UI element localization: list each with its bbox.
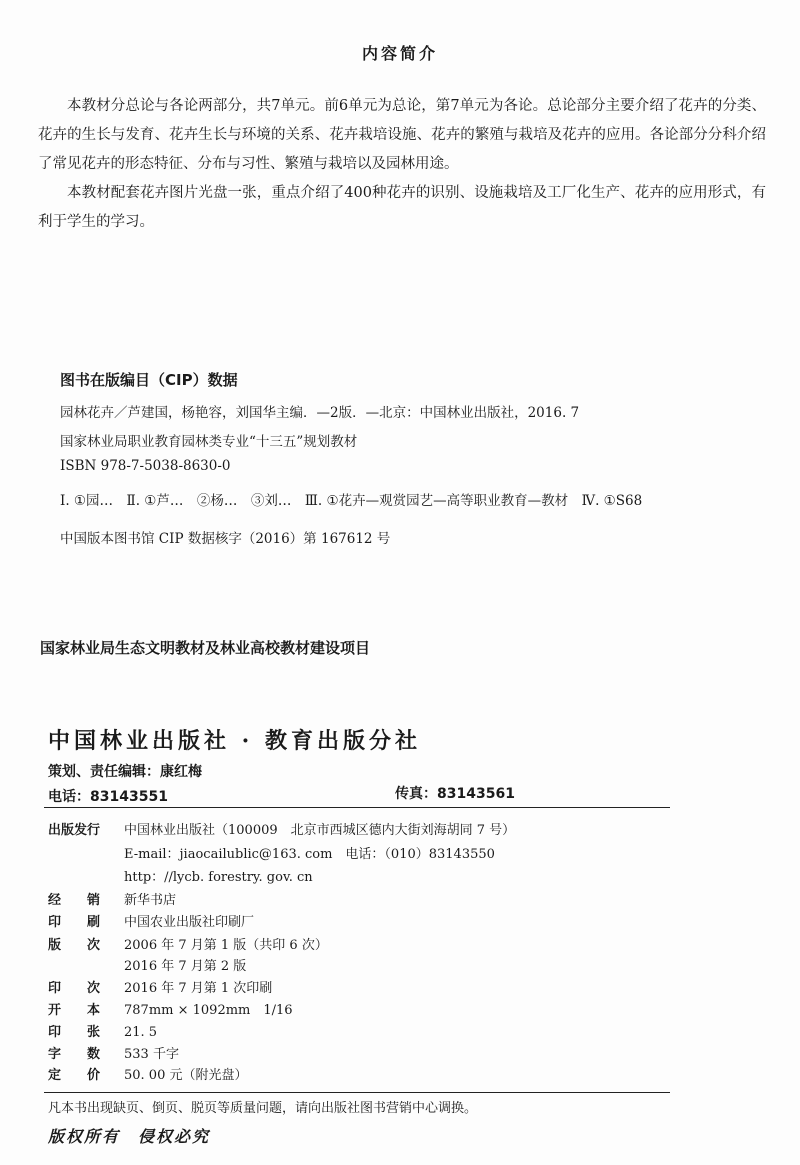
imprint-row (48, 843, 495, 862)
imprint-row (48, 1021, 157, 1040)
divider-bottom (44, 1092, 670, 1093)
summary-paragraph-2: 本教材配套花卉图片光盘一张，重点介绍了400种花卉的识别、设施栽培及工厂化生产、花卉的应用形式，有利于学生的学习。 (38, 185, 766, 230)
cip-catalog-line: 园林花卉／芦建国，杨艳容，刘国华主编．—2版．—北京：中国林业出版社，2016. 7 (60, 405, 580, 421)
imprint-value: 2006 年 7 月第 1 版（共印 6 次） (124, 938, 328, 953)
cip-heading: 图书在版编目（CIP）数据 (60, 371, 238, 389)
imprint-value: 21. 5 (124, 1025, 158, 1040)
summary-heading: 内容简介 (361, 44, 438, 63)
rights-statement: 版权所有 侵权必究 (48, 1127, 211, 1146)
imprint-label: 开 本 (48, 1003, 101, 1018)
imprint-row (48, 1064, 247, 1083)
cip-series-line: 国家林业局职业教育园林类专业“十三五”规划教材 (60, 434, 358, 450)
imprint-row (48, 1043, 179, 1062)
imprint-value: 新华书店 (124, 893, 177, 908)
imprint-label: 印 次 (48, 981, 101, 996)
imprint-label: 印 张 (48, 1025, 101, 1040)
imprint-row (48, 889, 176, 908)
cip-subject-line: Ⅰ. ①园… Ⅱ. ①芦… ②杨… ③刘… Ⅲ. ①花卉—观赏园艺—高等职业教育—教材 Ⅳ. ①S68 (60, 493, 643, 509)
imprint-row (48, 977, 272, 996)
imprint-row (48, 911, 254, 930)
imprint-label: 印 刷 (48, 915, 101, 930)
imprint-label: 出版发行 (48, 823, 101, 838)
imprint-value: 533 千字 (124, 1047, 179, 1062)
imprint-value: E-mail：jiaocailublic@163. com 电话：（010）83143550 (124, 847, 495, 862)
imprint-row (48, 934, 328, 953)
cip-isbn-line: ISBN 978-7-5038-8630-0 (60, 458, 231, 474)
cip-record-line: 中国版本图书馆 CIP 数据核字（2016）第 167612 号 (60, 531, 391, 547)
quality-notice: 凡本书出现缺页、倒页、脱页等质量问题，请向出版社图书营销中心调换。 (48, 1101, 478, 1116)
fax-line: 传真：83143561 (395, 786, 515, 802)
divider-top (44, 807, 670, 808)
imprint-label: 经 销 (48, 893, 101, 908)
project-statement: 国家林业局生态文明教材及林业高校教材建设项目 (40, 639, 371, 657)
imprint-value: 中国林业出版社（100009 北京市西城区德内大街刘海胡同 7 号） (124, 823, 516, 838)
imprint-value: 2016 年 7 月第 2 版 (124, 959, 247, 974)
imprint-label: 版 次 (48, 938, 101, 953)
imprint-label: 定 价 (48, 1068, 101, 1083)
imprint-label: 字 数 (48, 1047, 101, 1062)
editor-line: 策划、责任编辑：康红梅 (48, 764, 202, 780)
imprint-value: 2016 年 7 月第 1 次印刷 (124, 981, 273, 996)
phone-line: 电话：83143551 (48, 789, 168, 805)
imprint-value: 50. 00 元（附光盘） (124, 1068, 248, 1083)
imprint-row (48, 819, 515, 838)
imprint-row (48, 866, 313, 885)
imprint-value: http：//lycb. forestry. gov. cn (124, 870, 313, 885)
publisher-name: 中国林业出版社 · 教育出版分社 (48, 728, 421, 754)
imprint-row (48, 999, 293, 1018)
summary-body (38, 92, 766, 237)
summary-paragraph-1: 本教材分总论与各论两部分，共7单元。前6单元为总论，第7单元为各论。总论部分主要介绍了花卉的分类、花卉的生长与发育、花卉生长与环境的关系、花卉栽培设施、花卉的繁殖与栽培及花卉的应用。各论部分分科介绍了常见花卉的形态特征、分布与习性、繁殖与栽培以及园林用途。 (38, 98, 766, 172)
imprint-row (48, 955, 246, 974)
imprint-value: 787mm × 1092mm 1/16 (124, 1003, 293, 1018)
imprint-value: 中国农业出版社印刷厂 (124, 915, 255, 930)
